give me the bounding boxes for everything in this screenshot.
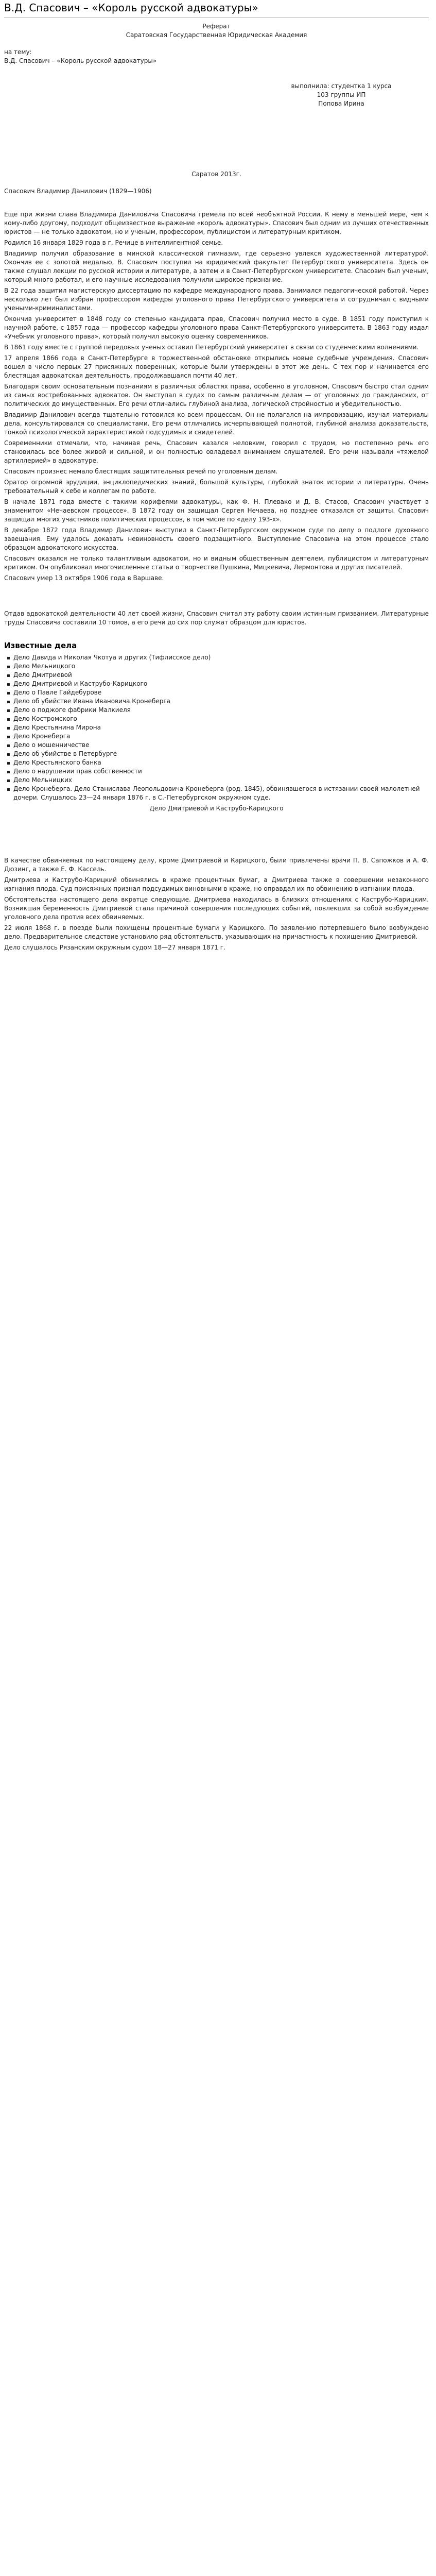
paragraph: Владимир Данилович всегда тщательно готовился ко всем процессам. Он не полагался на импровизацию, изучал материалы дела, консультировался со специалистами. Его речи отличались исчерпывающей полнотой, глубиной анализа доказательств, тонкой психологической характеристикой подсудимых и свидетелей. bbox=[4, 411, 429, 436]
page-title: В.Д. Спасович – «Король русской адвокатуры» bbox=[4, 1, 429, 18]
paragraph: 17 апреля 1866 года в Санкт-Петербурге в торжественной обстановке открылись новые судебные учреждения. Спасович вошел в число первых 27 присяжных поверенных, которые были утверждены в этот же день. С тех пор и начинается его блестящая адвокатская деятельность, продолжавшаяся почти 40 лет. bbox=[4, 354, 429, 379]
paragraph: Родился 16 января 1829 года в г. Речице в интеллигентной семье. bbox=[4, 239, 223, 246]
list-item: Дело Мельницкого bbox=[13, 662, 429, 671]
list-item: Дело Дмитриевой bbox=[13, 671, 429, 680]
city-year: Саратов 2013г. bbox=[191, 171, 241, 178]
list-item: Дело Кронеберга. Дело Станислава Леопольдовича Кронеберга (род. 1845), обвинявшегося в истязании своей малолетней дочери. Слушалось 23—24 января 1876 г. в С.-Петербургском окружном суде. bbox=[13, 785, 429, 802]
body-paragraphs bbox=[4, 210, 429, 583]
list-item: Дело о поджоге фабрики Малкиеля bbox=[13, 706, 429, 715]
paragraph: Владимир получил образование в минской классической гимназии, где серьезно увлекся художественной литературой. Окончив ее с золотой медалью, В. Спасович поступил на юридический факультет Петербургского университета. Здесь он также слушал лекции по русской истории и литературе, а затем и в Санкт-Петербургском университете. Спасович был ученым, который много работал, и его научные исследования получили широкое признание. bbox=[4, 250, 429, 283]
list-item: Дело об убийстве Ивана Ивановича Кронеберга bbox=[13, 697, 429, 706]
closing-paragraph: Отдав адвокатской деятельности 40 лет своей жизни, Спасович считал эту работу своим истинным призванием. Литературные труды Спасовича составили 10 томов, а его речи до сих пор служат образцом для юристов. bbox=[4, 610, 429, 626]
final-paragraphs bbox=[4, 856, 429, 952]
case-caption: Дело Дмитриевой и Каструбо-Карицкого bbox=[149, 805, 284, 812]
paragraph: Спасович умер 13 октября 1906 года в Варшаве. bbox=[4, 574, 164, 582]
list-item: Дело Кронеберга bbox=[13, 732, 429, 741]
list-item: Дело Крестьянского банка bbox=[13, 758, 429, 767]
author-line2: 103 группы ИП bbox=[317, 91, 366, 98]
list-item: Дело Давида и Николая Чкотуа и других (Тифлисское дело) bbox=[13, 653, 429, 662]
list-item: Дело Костромского bbox=[13, 715, 429, 723]
famous-cases-heading: Известные дела bbox=[4, 641, 77, 650]
paragraph: Спасович произнес немало блестящих защитительных речей по уголовным делам. bbox=[4, 468, 278, 475]
paragraph: 22 июля 1868 г. в поезде были похищены процентные бумаги у Карицкого. По заявлению потерпевшего было возбуждено дело. Предварительное следствие установило ряд обстоятельств, указывающих на причастность к похищению Дмитриевой. bbox=[4, 924, 429, 940]
paragraph: В качестве обвиняемых по настоящему делу, кроме Дмитриевой и Карицкого, были привлечены врачи П. В. Сапожков и А. Ф. Дюзинг, а также Е. Ф. Кассель. bbox=[4, 857, 429, 873]
list-item: Дело о нарушении прав собственности bbox=[13, 767, 429, 776]
header-line2: Саратовская Государственная Юридическая Академия bbox=[126, 31, 307, 39]
name-heading: Спасович Владимир Данилович (1829—1906) bbox=[4, 188, 152, 195]
topic-text: В.Д. Спасович – «Король русской адвокатуры» bbox=[4, 57, 157, 64]
paragraph: Спасович оказался не только талантливым адвокатом, но и видным общественным деятелем, публицистом и литературным критиком. Он опубликовал многочисленные статьи о творчестве Пушкина, Мицкевича, Лермонтова и других писателей. bbox=[4, 555, 429, 571]
author-block bbox=[290, 82, 393, 108]
list-item: Дело о мошенничестве bbox=[13, 741, 429, 750]
paragraph: Благодаря своим основательным познаниям в различных областях права, особенно в уголовном, Спасович быстро стал одним из самых востребованных адвокатов. Он выступал в судах по самым различным делам — от уголовных до гражданских, от политических до имущественных. Его речи отличались глубиной анализа, логической стройностью и убедительностью. bbox=[4, 383, 429, 408]
topic-label: на тему: bbox=[4, 48, 32, 56]
paragraph: Обстоятельства настоящего дела вкратце следующие. Дмитриева находилась в близких отношениях с Каструбо-Карицким. Возникшая беременность Дмитриевой стала причиной совершения последующих событий, повлекших за собой возбуждение уголовного дела против всех обвиняемых. bbox=[4, 896, 429, 921]
paragraph: Еще при жизни слава Владимира Даниловича Спасовича гремела по всей необъятной России. К нему в меньшей мере, чем к кому-либо другому, подходит общеизвестное выражение «король адвокатуры». Спасович был одним из лучших отечественных юристов — не только адвокатом, но и ученым, профессором, публицистом и литературным критиком. bbox=[4, 211, 429, 235]
list-item: Дело Мельницких bbox=[13, 776, 429, 785]
famous-cases-list bbox=[4, 653, 429, 802]
paragraph: В начале 1871 года вместе с такими корифеями адвокатуры, как Ф. Н. Плевако и Д. В. Стасов, Спасович участвует в знаменитом «Нечаевском процессе». В 1872 году он защищал Сергея Нечаева, но позднее отказался от защиты. Спасович защищал многих участников политических процессов, в том числе по «делу 193-х». bbox=[4, 498, 429, 523]
paragraph: Дело слушалось Рязанским окружным судом 18—27 января 1871 г. bbox=[4, 944, 225, 951]
paragraph: В 1861 году вместе с группой передовых ученых оставил Петербургский университет в связи со студенческими волнениями. bbox=[4, 344, 419, 351]
list-item: Дело о Павле Гайдебурове bbox=[13, 688, 429, 697]
document-page bbox=[4, 1, 429, 952]
paragraph: Современники отмечали, что, начиная речь, Спасович казался неловким, говорил с трудом, но постепенно речь его становилась все более живой и сильной, и он полностью овладевал вниманием слушателей. Его речи называли «тяжелой артиллерией» в адвокатуре. bbox=[4, 439, 429, 464]
list-item: Дело об убийстве в Петербурге bbox=[13, 750, 429, 758]
list-item: Дело Крестьянина Мирона bbox=[13, 723, 429, 732]
paragraph: В декабре 1872 года Владимир Данилович выступил в Санкт-Петербургском окружном суде по делу о подлоге духовного завещания. Ему удалось доказать невиновность своего подзащитного. Выступление Спасовича на этом процессе стало образцом адвокатского искусства. bbox=[4, 527, 429, 551]
list-item: Дело Дмитриевой и Каструбо-Карицкого bbox=[13, 680, 429, 688]
paragraph: В 22 года защитил магистерскую диссертацию по кафедре международного права. Занимался педагогической работой. Через несколько лет был избран профессором кафедры уголовного права Петербургского университета и сотрудничал с видными учеными-криминалистами. bbox=[4, 287, 429, 312]
paragraph: Окончив университет в 1848 году со степенью кандидата прав, Спасович получил место в суде. В 1851 году приступил к научной работе, с 1857 года — профессор кафедры уголовного права Санкт-Петербургского университета. В 1863 году издал «Учебник уголовного права», который получил высокую оценку современников. bbox=[4, 315, 429, 340]
header-line1: Реферат bbox=[202, 23, 231, 30]
author-line1: выполнила: студентка 1 курса bbox=[291, 82, 392, 90]
paragraph: Дмитриева и Каструбо-Карицкий обвинялись в краже процентных бумаг, а Дмитриева также в совершении незаконного изгнания плода. Суд присяжных признал подсудимых виновными в краже, но оправдал их по обвинению в изгнании плода. bbox=[4, 876, 429, 892]
paragraph: Оратор огромной эрудиции, энциклопедических знаний, большой культуры, глубокий знаток истории и литературы. Очень требовательный к себе и коллегам по работе. bbox=[4, 479, 429, 495]
author-line3: Попова Ирина bbox=[318, 100, 364, 107]
